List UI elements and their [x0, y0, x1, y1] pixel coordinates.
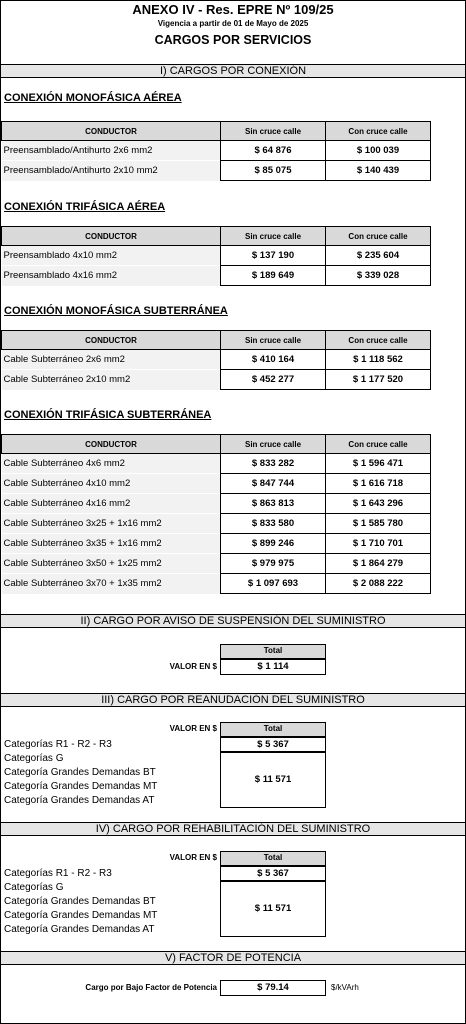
- row-sin-value: $ 833 282: [221, 454, 326, 474]
- row-sin-value: $ 899 246: [221, 534, 326, 554]
- row-name: Cable Subterráneo 4x16 mm2: [2, 494, 221, 514]
- list-item: Categoría Grandes Demandas MT: [4, 910, 158, 921]
- row-name: Cable Subterráneo 3x50 + 1x25 mm2: [2, 554, 221, 574]
- table-row: [2, 534, 431, 554]
- row-con-value: $ 1 118 562: [326, 350, 431, 370]
- row-con-value: $ 1 643 296: [326, 494, 431, 514]
- row-con-value: $ 1 177 520: [326, 370, 431, 390]
- row-name: Preensamblado/Antihurto 2x6 mm2: [2, 141, 221, 161]
- rehabilitacion-value-rest: $ 11 571: [220, 881, 326, 937]
- table-monofasica-subterranea: [1, 330, 431, 390]
- row-sin-value: $ 452 277: [221, 370, 326, 390]
- col-con-cruce: Con cruce calle: [326, 227, 431, 246]
- row-sin-value: $ 847 744: [221, 474, 326, 494]
- table-row: [2, 454, 431, 474]
- col-conductor: CONDUCTOR: [2, 122, 221, 141]
- table-trifasica-aerea: [1, 226, 431, 286]
- row-con-value: $ 339 028: [326, 266, 431, 286]
- total-header: Total: [220, 644, 326, 659]
- row-sin-value: $ 863 813: [221, 494, 326, 514]
- section-5-title: V) FACTOR DE POTENCIA: [1, 951, 465, 965]
- row-sin-value: $ 137 190: [221, 246, 326, 266]
- col-sin-cruce: Sin cruce calle: [221, 122, 326, 141]
- row-sin-value: $ 189 649: [221, 266, 326, 286]
- table-row: [2, 474, 431, 494]
- list-item: Categoría Grandes Demandas BT: [4, 896, 156, 907]
- row-sin-value: $ 64 876: [221, 141, 326, 161]
- section-4-title: IV) CARGO POR REHABILITACIÓN DEL SUMINISTRO: [1, 822, 465, 836]
- col-conductor: CONDUCTOR: [2, 435, 221, 454]
- valor-label: VALOR EN $: [169, 724, 217, 733]
- row-sin-value: $ 85 075: [221, 161, 326, 181]
- row-sin-value: $ 833 580: [221, 514, 326, 534]
- row-con-value: $ 1 585 780: [326, 514, 431, 534]
- table-row: [2, 514, 431, 534]
- section-1-title: I) CARGOS POR CONEXIÓN: [1, 64, 465, 78]
- list-item: Categoría Grandes Demandas AT: [4, 924, 155, 935]
- col-conductor: CONDUCTOR: [2, 331, 221, 350]
- row-name: Cable Subterráneo 2x6 mm2: [2, 350, 221, 370]
- row-con-value: $ 235 604: [326, 246, 431, 266]
- row-sin-value: $ 1 097 693: [221, 574, 326, 594]
- col-con-cruce: Con cruce calle: [326, 331, 431, 350]
- table-row: [2, 246, 431, 266]
- total-header: Total: [220, 851, 326, 866]
- document-title: ANEXO IV - Res. EPRE Nº 109/25: [132, 2, 334, 17]
- table-row: [2, 266, 431, 286]
- col-sin-cruce: Sin cruce calle: [221, 331, 326, 350]
- row-name: Cable Subterráneo 3x35 + 1x16 mm2: [2, 534, 221, 554]
- category-list: [4, 738, 157, 808]
- table-monofasica-aerea: [1, 121, 431, 181]
- col-con-cruce: Con cruce calle: [326, 122, 431, 141]
- row-name: Cable Subterráneo 3x25 + 1x16 mm2: [2, 514, 221, 534]
- list-item: Categoría Grandes Demandas AT: [4, 795, 155, 806]
- valor-label: VALOR EN $: [169, 853, 217, 862]
- row-con-value: $ 1 710 701: [326, 534, 431, 554]
- list-item: Categorías G: [4, 753, 64, 764]
- reanudacion-value-rest: $ 11 571: [220, 752, 326, 808]
- row-sin-value: $ 410 164: [221, 350, 326, 370]
- valor-label: VALOR EN $: [169, 662, 217, 671]
- block-title-trifasica-subterranea: CONEXIÓN TRIFÁSICA SUBTERRÁNEA: [4, 409, 212, 421]
- row-name: Cable Subterráneo 4x10 mm2: [2, 474, 221, 494]
- table-row: [2, 370, 431, 390]
- row-con-value: $ 1 864 279: [326, 554, 431, 574]
- row-name: Preensamblado 4x10 mm2: [2, 246, 221, 266]
- row-name: Preensamblado 4x16 mm2: [2, 266, 221, 286]
- reanudacion-value-r: $ 5 367: [220, 737, 326, 752]
- col-sin-cruce: Sin cruce calle: [221, 435, 326, 454]
- table-trifasica-subterranea: [1, 434, 431, 594]
- table-row: [2, 554, 431, 574]
- rehabilitacion-value-r: $ 5 367: [220, 866, 326, 881]
- table-row: [2, 574, 431, 594]
- factor-value: $ 79.14: [220, 980, 326, 996]
- list-item: Categoría Grandes Demandas BT: [4, 767, 156, 778]
- row-con-value: $ 100 039: [326, 141, 431, 161]
- col-conductor: CONDUCTOR: [2, 227, 221, 246]
- factor-unit: $/kVArh: [331, 983, 359, 992]
- aviso-value: $ 1 114: [220, 659, 326, 675]
- row-con-value: $ 140 439: [326, 161, 431, 181]
- validity-date: Vigencia a partir de 01 de Mayo de 2025: [157, 19, 309, 28]
- list-item: Categorías R1 - R2 - R3: [4, 868, 112, 879]
- table-row: [2, 161, 431, 181]
- table-row: [2, 350, 431, 370]
- factor-label: Cargo por Bajo Factor de Potencia: [85, 983, 217, 992]
- row-name: Cable Subterráneo 2x10 mm2: [2, 370, 221, 390]
- col-con-cruce: Con cruce calle: [326, 435, 431, 454]
- table-row: [2, 141, 431, 161]
- row-con-value: $ 1 596 471: [326, 454, 431, 474]
- main-title: CARGOS POR SERVICIOS: [154, 33, 312, 47]
- list-item: Categoría Grandes Demandas MT: [4, 781, 158, 792]
- row-name: Preensamblado/Antihurto 2x10 mm2: [2, 161, 221, 181]
- section-2-title: II) CARGO POR AVISO DE SUSPENSIÓN DEL SUMINISTRO: [1, 614, 465, 628]
- row-name: Cable Subterráneo 4x6 mm2: [2, 454, 221, 474]
- row-con-value: $ 1 616 718: [326, 474, 431, 494]
- row-con-value: $ 2 088 222: [326, 574, 431, 594]
- col-sin-cruce: Sin cruce calle: [221, 227, 326, 246]
- table-row: [2, 494, 431, 514]
- category-list: [4, 867, 157, 937]
- block-title-monofasica-subterranea: CONEXIÓN MONOFÁSICA SUBTERRÁNEA: [4, 305, 228, 317]
- row-sin-value: $ 979 975: [221, 554, 326, 574]
- total-header: Total: [220, 722, 326, 737]
- block-title-monofasica-aerea: CONEXIÓN MONOFÁSICA AÉREA: [4, 92, 182, 104]
- row-name: Cable Subterráneo 3x70 + 1x35 mm2: [2, 574, 221, 594]
- list-item: Categorías G: [4, 882, 64, 893]
- block-title-trifasica-aerea: CONEXIÓN TRIFÁSICA AÉREA: [4, 201, 166, 213]
- section-3-title: III) CARGO POR REANUDACIÓN DEL SUMINISTRO: [1, 693, 465, 707]
- list-item: Categorías R1 - R2 - R3: [4, 739, 112, 750]
